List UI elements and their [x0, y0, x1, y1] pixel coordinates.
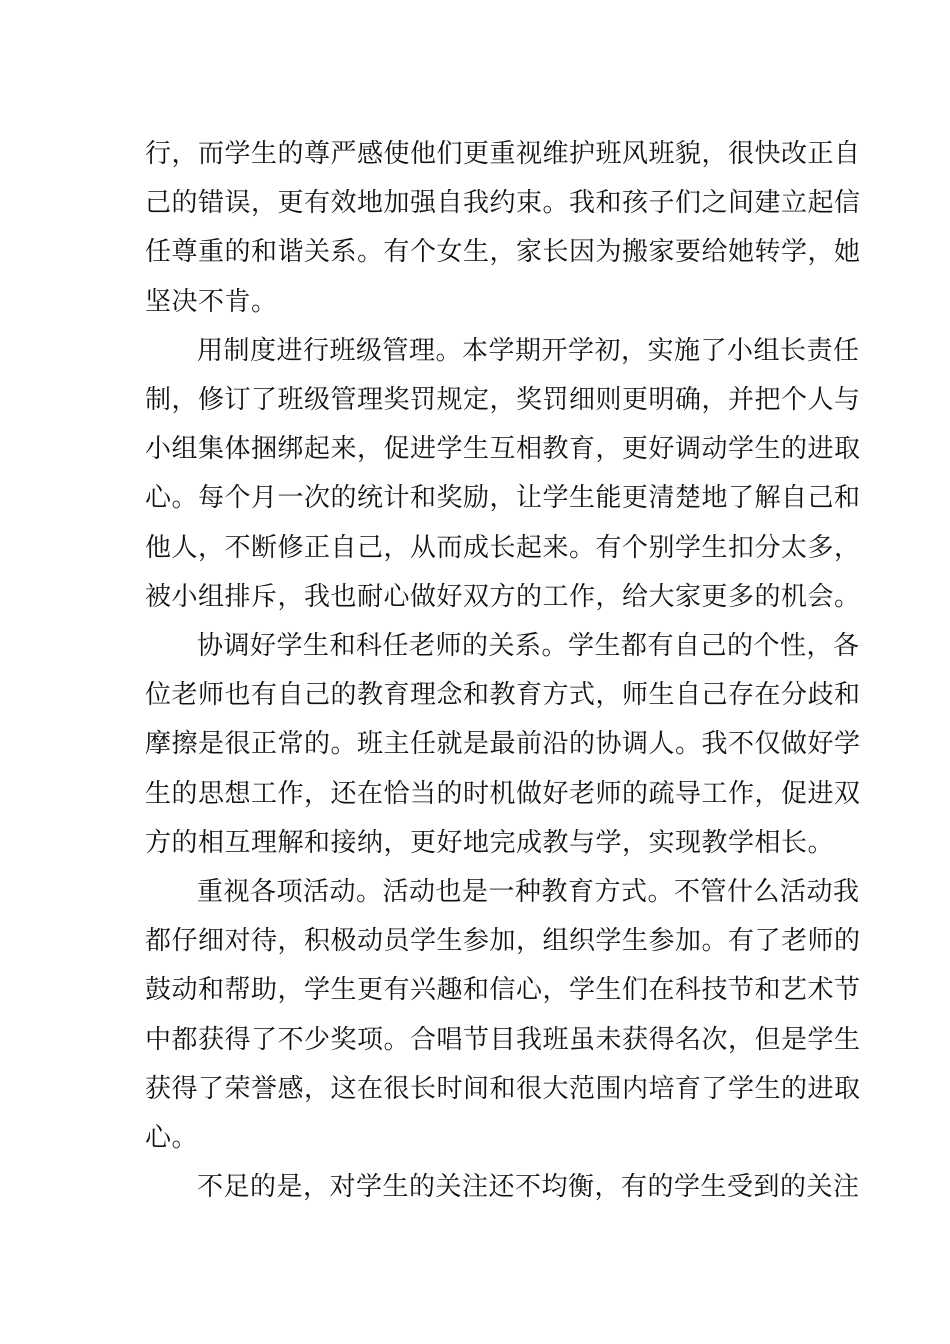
document-body: [145, 130, 861, 1212]
text-line: 己的错误，更有效地加强自我约束。我和孩子们之间建立起信: [145, 188, 861, 219]
text-line: 鼓动和帮助，学生更有兴趣和信心，学生们在科技节和艺术节: [145, 975, 861, 1006]
paragraph-teacher-relations: [145, 622, 861, 868]
text-line: 获得了荣誉感，这在很长时间和很大范围内培育了学生的进取: [145, 1073, 861, 1104]
text-line: 都仔细对待，积极动员学生参加，组织学生参加。有了老师的: [145, 926, 861, 957]
text-line: 中都获得了不少奖项。合唱节目我班虽未获得名次，但是学生: [145, 1024, 861, 1055]
text-line: 他人，不断修正自己，从而成长起来。有个别学生扣分太多，: [145, 532, 861, 563]
text-line: 重视各项活动。活动也是一种教育方式。不管什么活动我: [197, 877, 860, 908]
text-line: 位老师也有自己的教育理念和教育方式，师生自己存在分歧和: [145, 680, 861, 711]
text-line: 心。每个月一次的统计和奖励，让学生能更清楚地了解自己和: [145, 483, 861, 514]
text-line: 制，修订了班级管理奖罚规定，奖罚细则更明确，并把个人与: [145, 385, 861, 416]
text-line: 坚决不肯。: [145, 286, 278, 317]
paragraph-class-management: [145, 327, 861, 622]
text-line: 协调好学生和科任老师的关系。学生都有自己的个性，各: [197, 631, 860, 662]
text-line: 小组集体捆绑起来，促进学生互相教育，更好调动学生的进取: [145, 434, 861, 465]
text-line: 心。: [145, 1123, 199, 1154]
text-line: 方的相互理解和接纳，更好地完成教与学，实现教学相长。: [145, 827, 835, 858]
text-line: 任尊重的和谐关系。有个女生，家长因为搬家要给她转学，她: [145, 237, 861, 268]
text-line: 被小组排斥，我也耐心做好双方的工作，给大家更多的机会。: [145, 581, 861, 612]
paragraph-continuation: [145, 130, 861, 327]
text-line: 行，而学生的尊严感使他们更重视维护班风班貌，很快改正自: [145, 139, 861, 169]
text-line: 用制度进行班级管理。本学期开学初，实施了小组长责任: [197, 335, 860, 366]
text-line: 生的思想工作，还在恰当的时机做好老师的疏导工作，促进双: [145, 778, 861, 809]
paragraph-shortcomings: [145, 1163, 860, 1212]
text-line: 摩擦是很正常的。班主任就是最前沿的协调人。我不仅做好学: [145, 729, 861, 760]
paragraph-activities: [145, 868, 861, 1163]
text-line: 不足的是，对学生的关注还不均衡，有的学生受到的关注: [197, 1172, 860, 1203]
